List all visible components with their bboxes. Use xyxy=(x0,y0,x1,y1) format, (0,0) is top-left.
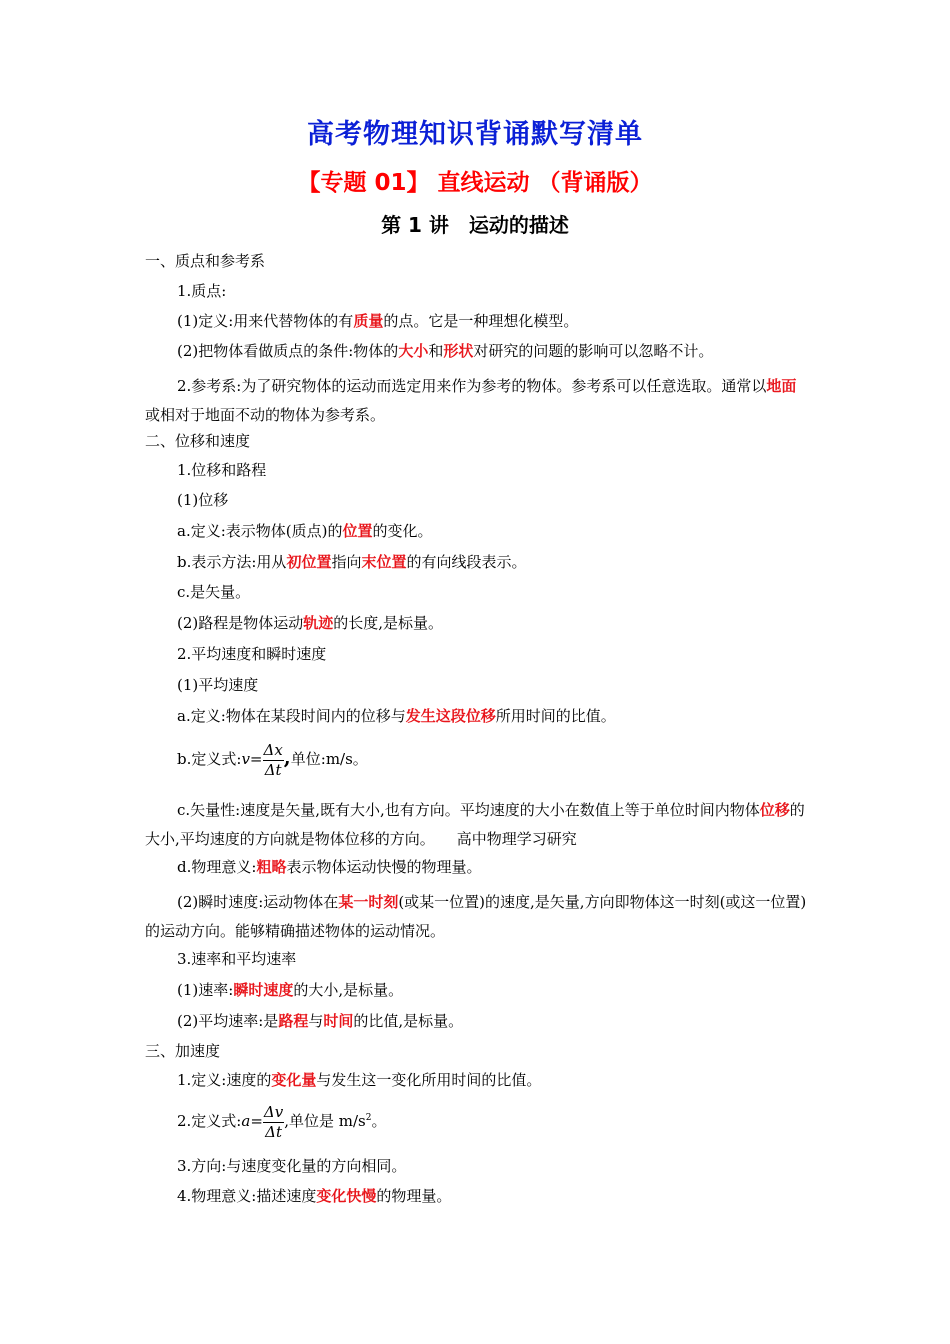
text: (或某一位置)的速度,是矢量,方向即物体这一时刻(或这一位置)的运动方向。能够精确描述物体的运动情况。 xyxy=(145,893,807,940)
keyword: 初位置 xyxy=(286,553,332,571)
doc-subtitle: 【专题 01】 直线运动 （背诵版） xyxy=(297,170,653,196)
text: a.定义:物体在某段时间内的位移与 xyxy=(177,707,406,725)
keyword: 轨迹 xyxy=(303,614,334,632)
lecture-title: 第 1 讲 运动的描述 xyxy=(381,213,569,237)
paragraph xyxy=(177,1186,451,1206)
text: 的比值,是标量。 xyxy=(353,1012,464,1030)
variable: v xyxy=(241,750,250,768)
keyword: 变化量 xyxy=(271,1071,317,1089)
keyword: 路程 xyxy=(278,1012,309,1030)
paragraph: 1.质点: xyxy=(177,282,227,300)
keyword: 形状 xyxy=(443,342,474,360)
fraction xyxy=(263,741,284,780)
text: 的点。它是一种理想化模型。 xyxy=(383,312,579,330)
text: 的长度,是标量。 xyxy=(333,614,444,632)
section-heading-3: 三、加速度 xyxy=(145,1042,221,1060)
paragraph xyxy=(177,706,616,726)
paragraph xyxy=(177,521,433,541)
text: (2)路程是物体运动 xyxy=(177,614,304,632)
keyword: 发生这段位移 xyxy=(405,707,496,725)
paragraph: 3.速率和平均速率 xyxy=(177,950,297,968)
text: (1)定义:用来代替物体的有 xyxy=(177,312,354,330)
text: (2)瞬时速度:运动物体在 xyxy=(177,893,339,911)
paragraph: 2.平均速度和瞬时速度 xyxy=(177,645,327,663)
paragraph: c.是矢量。 xyxy=(177,583,251,601)
text: 1.定义:速度的 xyxy=(177,1071,272,1089)
keyword: 位移 xyxy=(759,801,790,819)
text: 的物理量。 xyxy=(376,1187,452,1205)
section-heading-2: 二、位移和速度 xyxy=(145,432,251,450)
text: 的变化。 xyxy=(372,522,433,540)
keyword: 某一时刻 xyxy=(338,893,399,911)
text: 单位:m/s。 xyxy=(290,750,368,768)
text: b.定义式: xyxy=(177,750,242,768)
keyword: 粗略 xyxy=(256,858,287,876)
paragraph xyxy=(145,372,810,430)
paragraph xyxy=(177,311,578,331)
paragraph xyxy=(177,1070,541,1090)
text: 2.定义式: xyxy=(177,1112,242,1130)
paragraph: 1.位移和路程 xyxy=(177,461,267,479)
keyword: 大小 xyxy=(398,342,429,360)
text: 的有向线段表示。 xyxy=(406,553,527,571)
paragraph xyxy=(177,980,403,1000)
keyword: 变化快慢 xyxy=(316,1187,377,1205)
paragraph xyxy=(177,857,481,877)
text: b.表示方法:用从 xyxy=(177,553,287,571)
text: 4.物理意义:描述速度 xyxy=(177,1187,317,1205)
keyword: 位置 xyxy=(342,522,373,540)
paragraph: (1)平均速度 xyxy=(177,676,259,694)
text: c.矢量性:速度是矢量,既有大小,也有方向。平均速度的大小在数值上等于单位时间内物体 xyxy=(177,801,760,819)
formula-line xyxy=(177,1101,386,1142)
text: 对研究的问题的影响可以忽略不计。 xyxy=(473,342,714,360)
text: 的大小,是标量。 xyxy=(293,981,404,999)
keyword: 瞬时速度 xyxy=(233,981,294,999)
paragraph xyxy=(145,888,810,946)
text: 或相对于地面不动的物体为参考系。 xyxy=(145,406,386,424)
numerator: Δv xyxy=(263,1102,284,1121)
text: (1)速率: xyxy=(177,981,234,999)
text: 和 xyxy=(428,342,444,360)
text: 表示物体运动快慢的物理量。 xyxy=(286,858,482,876)
watermark-text: 高中物理学习研究 xyxy=(456,830,577,848)
numerator: Δx xyxy=(263,740,283,759)
paragraph xyxy=(177,613,443,633)
text: d.物理意义: xyxy=(177,858,257,876)
variable: a xyxy=(241,1112,251,1130)
fraction xyxy=(263,1103,284,1142)
equals: = xyxy=(249,750,263,768)
denominator: Δt xyxy=(264,760,282,779)
text: 所用时间的比值。 xyxy=(495,707,616,725)
keyword: 末位置 xyxy=(361,553,407,571)
paragraph: 3.方向:与速度变化量的方向相同。 xyxy=(177,1157,407,1175)
text: 与发生这一变化所用时间的比值。 xyxy=(316,1071,542,1089)
paragraph xyxy=(177,341,713,361)
text: 指向 xyxy=(331,553,362,571)
text: 的大小,平均速度的方向就是物体位移的方向。 xyxy=(145,801,805,848)
paragraph: (1)位移 xyxy=(177,491,229,509)
text: 2.参考系:为了研究物体的运动而选定用来作为参考的物体。参考系可以任意选取。通常以 xyxy=(177,377,767,395)
text: ,单位是 m/s xyxy=(284,1112,366,1130)
text: (2)平均速率:是 xyxy=(177,1012,279,1030)
keyword: 地面 xyxy=(766,377,797,395)
text: (2)把物体看做质点的条件:物体的 xyxy=(177,342,399,360)
section-heading-1: 一、质点和参考系 xyxy=(145,252,266,270)
comma: , xyxy=(283,745,291,769)
equals: = xyxy=(250,1112,263,1130)
superscript: 2 xyxy=(365,1113,372,1123)
keyword: 质量 xyxy=(353,312,384,330)
paragraph xyxy=(177,552,527,572)
paragraph xyxy=(145,796,810,854)
doc-title: 高考物理知识背诵默写清单 xyxy=(307,119,643,150)
paragraph xyxy=(177,1011,463,1031)
formula-line xyxy=(177,737,368,780)
denominator: Δt xyxy=(265,1122,282,1141)
keyword: 时间 xyxy=(323,1012,354,1030)
text: 。 xyxy=(371,1112,387,1130)
text: 与 xyxy=(308,1012,324,1030)
text: a.定义:表示物体(质点)的 xyxy=(177,522,343,540)
